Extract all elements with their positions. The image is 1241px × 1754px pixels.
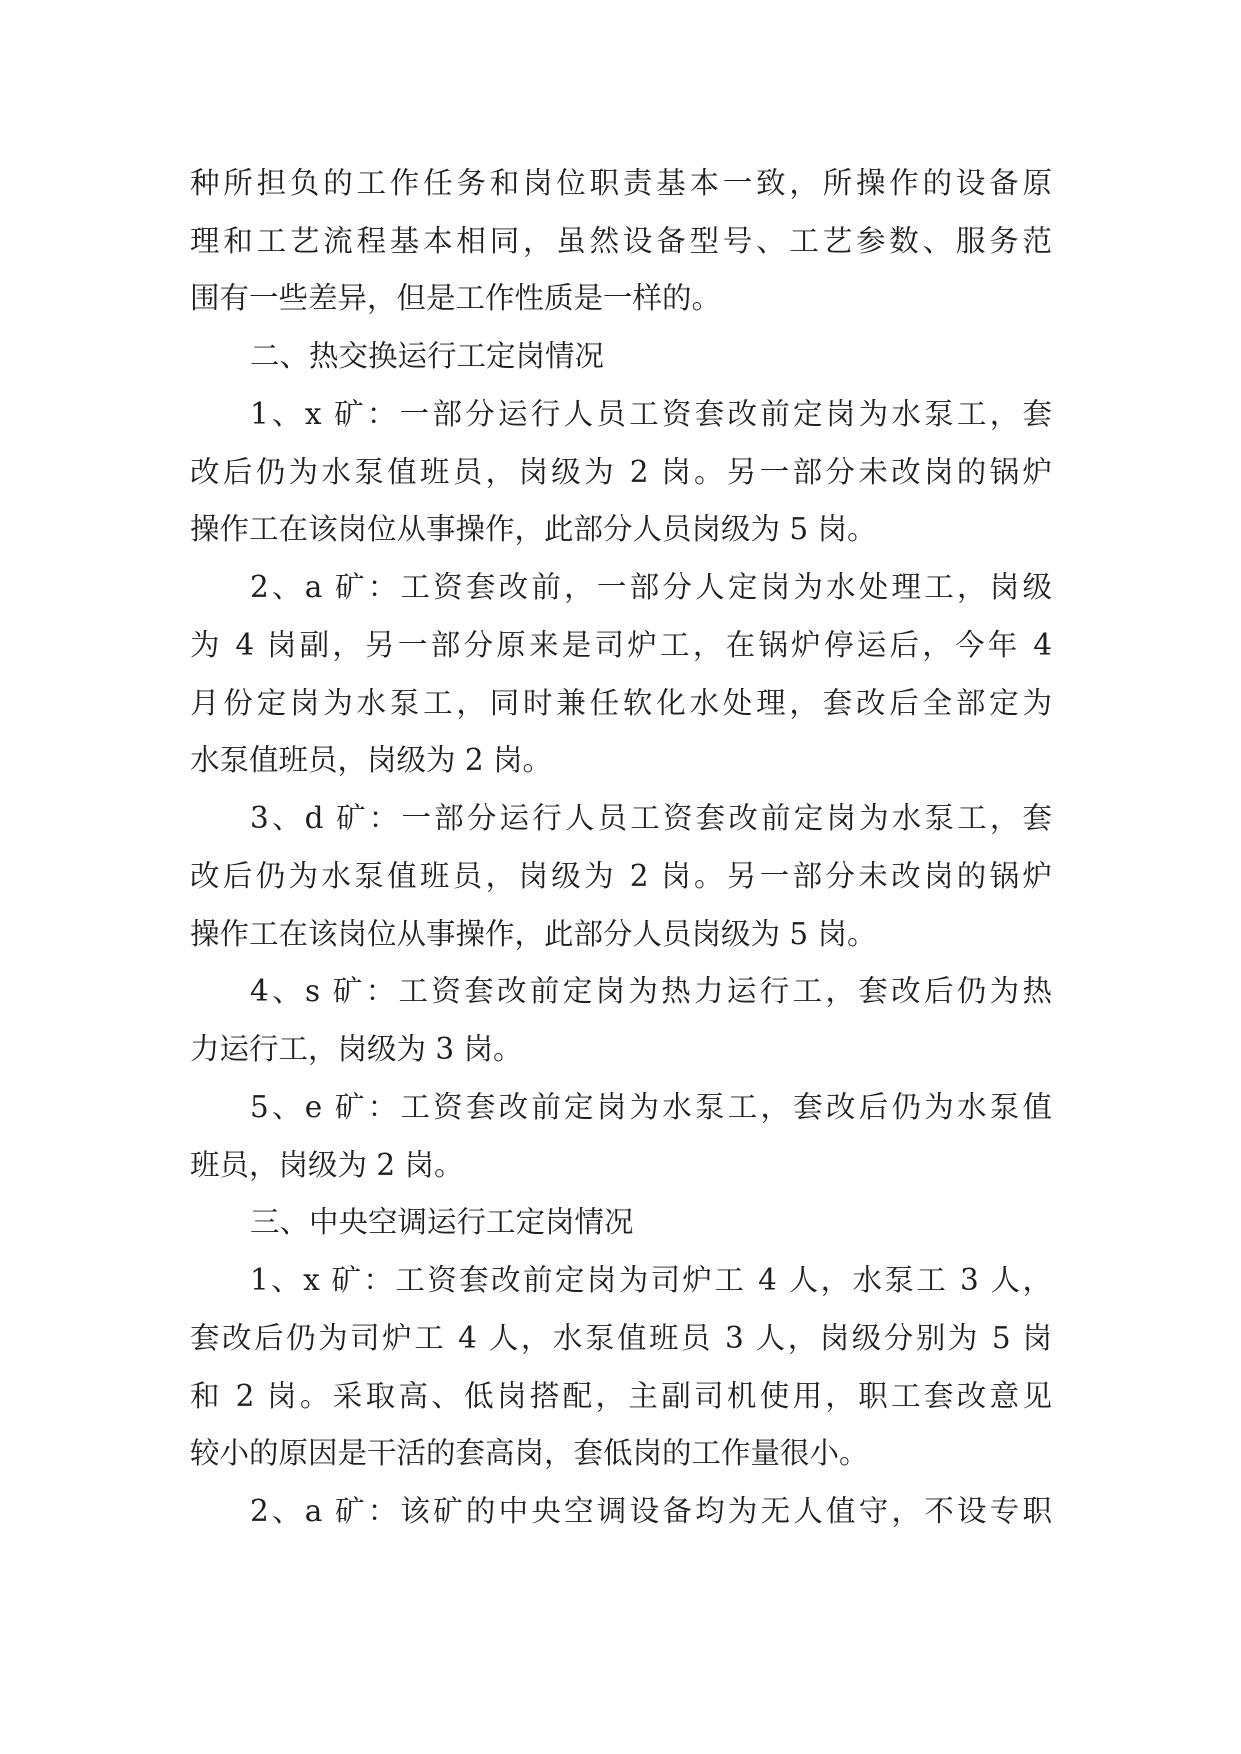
text-line: 水泵值班员，岗级为 2 岗。: [190, 743, 553, 777]
text-line: 围有一些差异，但是工作性质是一样的。: [190, 281, 722, 315]
text-line: 2、a 矿：该矿的中央空调设备均为无人值守，不设专职: [250, 1494, 1052, 1528]
text-line: 力运行工，岗级为 3 岗。: [190, 1032, 523, 1066]
text-line: 操作工在该岗位从事操作，此部分人员岗级为 5 岗。: [190, 917, 877, 951]
text-line: 理和工艺流程基本相同，虽然设备型号、工艺参数、服务范: [190, 224, 1052, 258]
text-line: 种所担负的工作任务和岗位职责基本一致，所操作的设备原: [190, 166, 1052, 200]
text-line: 班员，岗级为 2 岗。: [190, 1148, 464, 1182]
text-line: 4、s 矿：工资套改前定岗为热力运行工，套改后仍为热: [250, 974, 1052, 1008]
text-line: 较小的原因是干活的套高岗，套低岗的工作量很小。: [190, 1436, 869, 1470]
section-heading: 三、中央空调运行工定岗情况: [250, 1205, 634, 1239]
text-line: 月份定岗为水泵工，同时兼任软化水处理，套改后全部定为: [190, 686, 1052, 720]
section-heading: 二、热交换运行工定岗情况: [250, 339, 605, 373]
text-line: 3、d 矿：一部分运行人员工资套改前定岗为水泵工，套: [250, 801, 1052, 835]
text-line: 操作工在该岗位从事操作，此部分人员岗级为 5 岗。: [190, 512, 877, 546]
text-line: 改后仍为水泵值班员，岗级为 2 岗。另一部分未改岗的锅炉: [190, 859, 1052, 893]
text-line: 1、x 矿：工资套改前定岗为司炉工 4 人，水泵工 3 人，: [250, 1263, 1052, 1297]
text-line: 为 4 岗副，另一部分原来是司炉工，在锅炉停运后，今年 4: [190, 628, 1052, 662]
text-line: 套改后仍为司炉工 4 人，水泵值班员 3 人，岗级分别为 5 岗: [190, 1321, 1052, 1355]
text-line: 1、x 矿：一部分运行人员工资套改前定岗为水泵工，套: [250, 397, 1052, 431]
text-line: 改后仍为水泵值班员，岗级为 2 岗。另一部分未改岗的锅炉: [190, 455, 1052, 489]
text-line: 和 2 岗。采取高、低岗搭配，主副司机使用，职工套改意见: [190, 1379, 1052, 1413]
text-line: 5、e 矿：工资套改前定岗为水泵工，套改后仍为水泵值: [250, 1090, 1052, 1124]
text-line: 2、a 矿：工资套改前，一部分人定岗为水处理工，岗级: [250, 570, 1052, 604]
